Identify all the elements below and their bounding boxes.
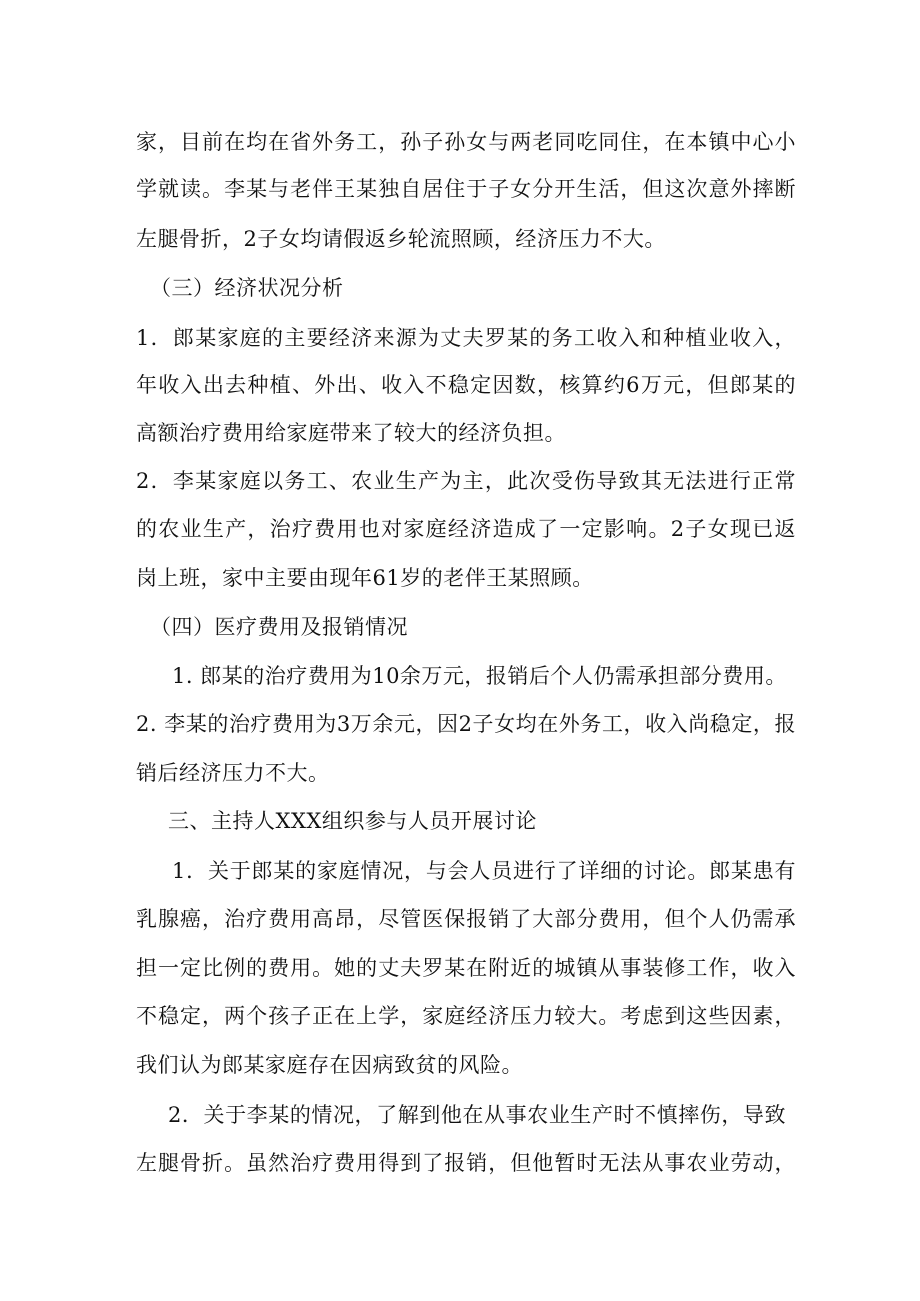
paragraph-line: 学就读。李某与老伴王某独自居住于子女分开生活，但这次意外摔断 [136,177,796,201]
section-heading-discussion: 三、主持人XXX组织参与人员开展讨论 [168,809,537,833]
paragraph-line: 左腿骨折，2子女均请假返乡轮流照顾，经济压力不大。 [136,227,666,251]
list-item-line: 销后经济压力不大。 [136,761,330,785]
list-item-line: 1．郎某家庭的主要经济来源为丈夫罗某的务工收入和种植业收入， [136,326,796,350]
paragraph-line: 我们认为郎某家庭存在因病致贫的风险。 [136,1053,523,1077]
list-item-line: 的农业生产，治疗费用也对家庭经济造成了一定影响。2子女现已返 [136,517,796,541]
list-item-line: 岗上班，家中主要由现年61岁的老伴王某照顾。 [136,566,594,590]
list-item-line: 1. 郎某的治疗费用为10余万元，报销后个人仍需承担部分费用。 [172,664,787,688]
paragraph-line: 左腿骨折。虽然治疗费用得到了报销，但他暂时无法从事农业劳动， [136,1151,796,1175]
paragraph-line: 担一定比例的费用。她的丈夫罗某在附近的城镇从事装修工作，收入 [136,956,796,980]
section-heading-economic-status: （三）经济状况分析 [150,276,344,300]
paragraph-line: 2．关于李某的情况，了解到他在从事农业生产时不慎摔伤，导致 [168,1103,786,1127]
paragraph-line: 不稳定，两个孩子正在上学，家庭经济压力较大。考虑到这些因素， [136,1004,796,1028]
list-item-line: 高额治疗费用给家庭带来了较大的经济负担。 [136,421,566,445]
list-item-line: 年收入出去种植、外出、收入不稳定因数，核算约6万元，但郎某的 [136,373,796,397]
list-item-line: 2. 李某的治疗费用为3万余元，因2子女均在外务工，收入尚稳定，报 [136,712,796,736]
paragraph-line: 乳腺癌，治疗费用高昂，尽管医保报销了大部分费用，但个人仍需承 [136,907,796,931]
paragraph-line: 家，目前在均在省外务工，孙子孙女与两老同吃同住，在本镇中心小 [136,130,796,154]
paragraph-line: 1．关于郎某的家庭情况，与会人员进行了详细的讨论。郎某患有 [172,859,796,883]
list-item-line: 2．李某家庭以务工、农业生产为主，此次受伤导致其无法进行正常 [136,469,796,493]
section-heading-medical-costs: （四）医疗费用及报销情况 [150,615,408,639]
